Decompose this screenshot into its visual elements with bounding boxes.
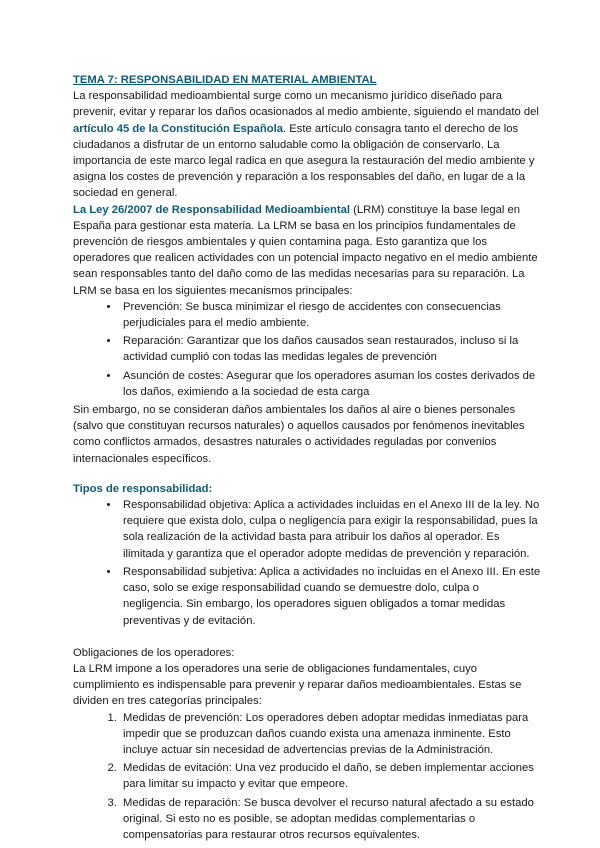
list-item: 1. Medidas de prevención: Los operadores deben adoptar medidas inmediatas para impedir que se produzcan daños cuando exista una amenaza inminente. Esto incluye actuar sin necesidad de advertencias previas de la Administración. — [120, 710, 542, 759]
lrm-paragraph — [73, 202, 542, 299]
list-item: • Responsabilidad objetiva: Aplica a actividades incluidas en el Anexo III de la ley. No requiere que exista dolo, culpa o negligencia para exigir la responsabilidad, pues la sola realización de la actividad basta para atribuir los daños al operador. Es ilimitada y garantiza que el operador adopte medidas de prevención y reparación. — [120, 497, 542, 562]
constitution-reference: artículo 45 de la Constitución Española — [73, 122, 284, 135]
list-item: • Asunción de costes: Asegurar que los operadores asuman los costes derivados de los daños, eximiendo a la sociedad de esta carga — [120, 368, 542, 400]
types-list — [73, 497, 542, 629]
law-reference: La Ley 26/2007 de Responsabilidad Medioambiental — [73, 203, 350, 216]
page-title: TEMA 7: RESPONSABILIDAD EN MATERIAL AMBIENTAL — [73, 74, 377, 86]
types-heading: Tipos de responsabilidad: — [73, 482, 213, 495]
intro-paragraph — [73, 88, 542, 201]
list-item: • Reparación: Garantizar que los daños causados sean restaurados, incluso si la actividad cumplió con todas las medidas legales de prevención — [120, 333, 542, 365]
exclusions-paragraph: Sin embargo, no se consideran daños ambientales los daños al aire o bienes personales (salvo que constituyan recursos naturales) o aquellos causados por fenómenos inevitables como conflictos armados, desastres naturales o actividades reguladas por convenios internacionales específicos. — [73, 404, 525, 465]
lrm-text: (LRM) constituye la base legal en España para gestionar esta materia. La LRM se basa en los principios fundamentales de prevención de riesgos ambientales y quien contamina paga. Esto garantiza que los operadores que realicen actividades con un potencial impacto negativo en el medio ambiente sean responsables tanto del daño como de las medidas necesarias para su reparación. La LRM se basa en los siguientes mecanismos principales: — [73, 203, 538, 297]
list-item: • Responsabilidad subjetiva: Aplica a actividades no incluidas en el Anexo III. En este caso, solo se exige responsabilidad cuando se demuestre dolo, culpa o negligencia. Sin embargo, los operadores siguen obligados a tomar medidas preventivas y de evitación. — [120, 564, 542, 629]
obligations-heading: Obligaciones de los operadores: — [73, 646, 235, 659]
list-item: 2. Medidas de evitación: Una vez producido el daño, se deben implementar acciones para limitar su impacto y evitar que empeore. — [120, 760, 542, 792]
intro-text: La responsabilidad medioambiental surge como un mecanismo jurídico diseñado para prevenir, evitar y reparar los daños ocasionados al medio ambiente, siguiendo el mandato del — [73, 90, 539, 119]
list-item: 3. Medidas de reparación: Se busca devolver el recurso natural afectado a su estado original. Si esto no es posible, se adoptan medidas complementarias o compensatorias para restaurar otros recursos equivalentes. — [120, 795, 542, 844]
mechanisms-list — [73, 299, 542, 400]
obligations-intro: La LRM impone a los operadores una serie de obligaciones fundamentales, cuyo cumplimiento es indispensable para prevenir y reparar daños medioambientales. Estas se dividen en tres categorías principales: — [73, 662, 522, 708]
intro-text-continued: . Este artículo consagra tanto el derecho de los ciudadanos a disfrutar de un entorno saludable como la obligación de conservarlo. La importancia de este marco legal radica en que asegura la restauración del medio ambiente y asigna los costes de prevención y reparación a los responsables del daño, en lugar de a la sociedad en general. — [73, 122, 535, 200]
list-item: • Prevención: Se busca minimizar el riesgo de accidentes con consecuencias perjudiciales para el medio ambiente. — [120, 299, 542, 331]
obligations-list — [73, 710, 542, 844]
